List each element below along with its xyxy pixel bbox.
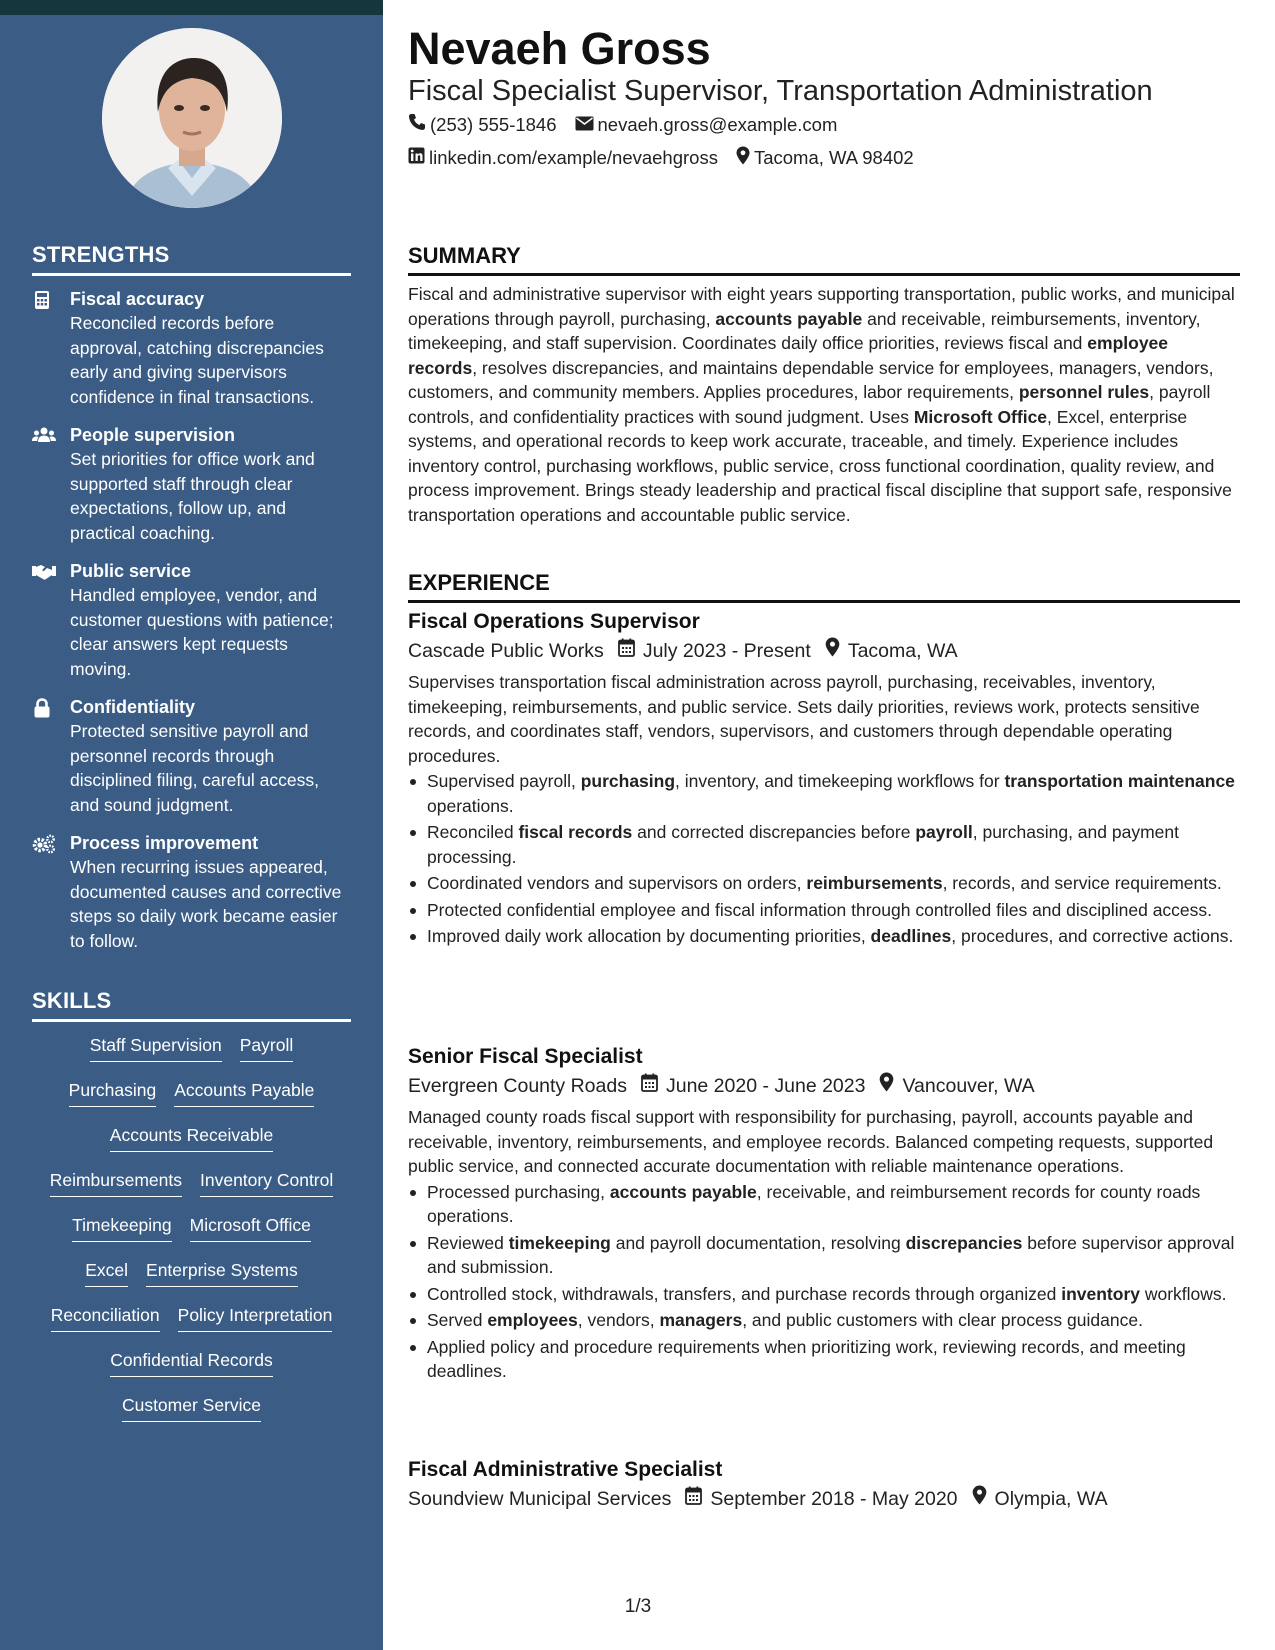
strength-description: Set priorities for office work and supported staff through clear expectations, follow up, and practical coaching.	[70, 449, 315, 543]
skill-row	[32, 1035, 351, 1080]
profile-photo	[102, 28, 282, 208]
skill-row	[32, 1350, 351, 1395]
skill-row	[32, 1080, 351, 1125]
job-bullet: Controlled stock, withdrawals, transfers, and purchase records through organized inventory workflows.	[408, 1282, 1240, 1307]
job-bullet: Improved daily work allocation by documenting priorities, deadlines, procedures, and corrective actions.	[408, 924, 1240, 949]
contact-row	[408, 146, 932, 170]
skill-tag: Confidential Records	[110, 1350, 272, 1377]
calendar-icon	[627, 1071, 666, 1101]
strength-item	[32, 423, 351, 545]
phone-number: (253) 555-1846	[430, 113, 557, 135]
linkedin-icon	[408, 147, 429, 169]
strengths-heading: STRENGTHS	[32, 242, 351, 276]
skill-tag: Enterprise Systems	[146, 1260, 298, 1287]
summary-text: Fiscal and administrative supervisor with eight years supporting transportation, public works, and municipal operations through payroll, purchasing, accounts payable and receivable, reimbursements, inventory, timekeeping, and staff supervision. Coordinates daily office priorities, reviews fiscal and employee records, resolves discrepancies, and maintains dependable service for employees, managers, vendors, customers, and community members. Applies procedures, labor requirements, personnel rules, payroll controls, and confidentiality practices with sound judgment. Uses Microsoft Office, Excel, enterprise systems, and operational records to keep work accurate, traceable, and timely. Experience includes inventory control, purchasing workflows, public service, cross functional coordination, quality review, and process improvement. Brings steady leadership and practical fiscal discipline that support safe, responsive transportation operations and accountable public service.	[408, 284, 1235, 525]
map-pin-icon	[865, 1071, 902, 1101]
envelope-icon	[575, 114, 598, 136]
job-meta	[408, 1484, 1240, 1514]
skill-tag: Payroll	[240, 1035, 294, 1062]
contact-email	[575, 114, 838, 136]
contact-row	[408, 113, 855, 136]
strength-title: Public service	[70, 561, 192, 581]
job-entry	[408, 1043, 1240, 1386]
job-bullet: Supervised payroll, purchasing, inventory, and timekeeping workflows for transportation maintenance operations.	[408, 769, 1240, 818]
skill-row	[32, 1260, 351, 1305]
job-dates: June 2020 - June 2023	[665, 1075, 866, 1097]
job-bullet: Coordinated vendors and supervisors on orders, reimbursements, records, and service requirements.	[408, 871, 1240, 896]
job-entry	[408, 1456, 1240, 1518]
candidate-name: Nevaeh Gross	[408, 23, 711, 74]
skill-tag: Microsoft Office	[190, 1215, 311, 1242]
job-entry	[408, 608, 1240, 951]
strength-description: When recurring issues appeared, documented causes and corrective steps so daily work became easier to follow.	[70, 857, 342, 951]
strengths-list	[32, 287, 351, 967]
job-dates: September 2018 - May 2020	[710, 1488, 958, 1510]
job-location: Tacoma, WA	[847, 640, 958, 662]
skill-tag: Accounts Receivable	[110, 1125, 273, 1152]
skill-tag: Accounts Payable	[174, 1080, 314, 1107]
map-pin-icon	[811, 636, 848, 666]
email-address: nevaeh.gross@example.com	[597, 113, 838, 135]
strength-description: Handled employee, vendor, and customer questions with patience; clear answers kept requests moving.	[70, 585, 334, 679]
strength-title: Fiscal accuracy	[70, 289, 205, 309]
strength-item	[32, 287, 351, 409]
calendar-icon	[604, 636, 643, 666]
skill-tag: Excel	[85, 1260, 128, 1287]
skills-list	[32, 1035, 351, 1440]
job-location: Vancouver, WA	[902, 1075, 1035, 1097]
map-pin-icon	[736, 146, 754, 170]
job-meta	[408, 636, 1240, 666]
contact-location	[736, 146, 914, 170]
company-name: Cascade Public Works	[408, 640, 604, 662]
job-bullets	[408, 1180, 1240, 1384]
skill-tag: Inventory Control	[200, 1170, 333, 1197]
strength-description: Protected sensitive payroll and personnel records through disciplined filing, careful access, and sound judgment.	[70, 721, 320, 815]
skills-heading: SKILLS	[32, 988, 351, 1022]
skill-tag: Timekeeping	[72, 1215, 172, 1242]
strength-title: Process improvement	[70, 833, 259, 853]
strength-item	[32, 559, 351, 681]
strength-title: People supervision	[70, 425, 236, 445]
job-bullet: Reviewed timekeeping and payroll documentation, resolving discrepancies before supervisor approval and submission.	[408, 1231, 1240, 1280]
job-bullet: Applied policy and procedure requirements when prioritizing work, reviewing records, and meeting deadlines.	[408, 1335, 1240, 1384]
linkedin-url[interactable]: linkedin.com/example/nevaehgross	[429, 147, 718, 168]
company-name: Evergreen County Roads	[408, 1075, 627, 1097]
skill-tag: Purchasing	[69, 1080, 157, 1107]
skill-row	[32, 1305, 351, 1350]
job-description: Managed county roads fiscal support with responsibility for purchasing, payroll, accounts payable and receivable, inventory, reimbursements, and employee records. Balanced competing requests, supported public service, and connected accurate documentation with reliable maintenance operations.	[408, 1107, 1214, 1176]
job-title: Senior Fiscal Specialist	[408, 1045, 643, 1068]
job-title: Fiscal Operations Supervisor	[408, 610, 700, 633]
strength-item	[32, 831, 351, 953]
skill-tag: Reconciliation	[51, 1305, 160, 1332]
page-number: 1/3	[624, 1596, 652, 1617]
skill-row	[32, 1125, 351, 1170]
phone-icon	[408, 113, 430, 136]
location-text: Tacoma, WA 98402	[753, 147, 914, 168]
handshake-icon	[32, 562, 56, 582]
skill-row	[32, 1395, 351, 1440]
contact-phone	[408, 113, 557, 136]
sidebar-top-bar	[0, 0, 383, 15]
experience-heading: EXPERIENCE	[408, 570, 1240, 603]
skill-row	[32, 1215, 351, 1260]
skill-tag: Reimbursements	[50, 1170, 182, 1197]
strength-description: Reconciled records before approval, catching discrepancies early and giving supervisors confidence in final transactions.	[70, 313, 324, 407]
job-bullets	[408, 769, 1240, 949]
candidate-title: Fiscal Specialist Supervisor, Transportation Administration	[408, 75, 1153, 107]
summary-heading: SUMMARY	[408, 243, 1240, 276]
job-meta	[408, 1071, 1240, 1101]
skill-tag: Customer Service	[122, 1395, 261, 1422]
contact-linkedin	[408, 147, 718, 169]
job-bullet: Served employees, vendors, managers, and public customers with clear process guidance.	[408, 1308, 1240, 1333]
job-dates: July 2023 - Present	[642, 640, 811, 662]
job-bullet: Processed purchasing, accounts payable, receivable, and reimbursement records for county roads operations.	[408, 1180, 1240, 1229]
job-bullet: Protected confidential employee and fiscal information through controlled files and disciplined access.	[408, 898, 1240, 923]
strength-title: Confidentiality	[70, 697, 195, 717]
company-name: Soundview Municipal Services	[408, 1488, 672, 1510]
job-location: Olympia, WA	[994, 1488, 1108, 1510]
calculator-icon	[32, 290, 56, 310]
calendar-icon	[671, 1484, 710, 1514]
map-pin-icon	[958, 1484, 995, 1514]
job-title: Fiscal Administrative Specialist	[408, 1458, 723, 1481]
skill-tag: Policy Interpretation	[178, 1305, 333, 1332]
skill-row	[32, 1170, 351, 1215]
people-icon	[32, 426, 56, 446]
lock-icon	[32, 698, 56, 718]
job-description: Supervises transportation fiscal administration across payroll, purchasing, receivables, inventory, timekeeping, reimbursements, and public service. Sets daily priorities, reviews work, protects sensitive records, and coordinates staff, vendors, supervisors, and customers through dependable operating procedures.	[408, 672, 1200, 766]
gears-icon	[32, 834, 56, 854]
strength-item	[32, 695, 351, 817]
skill-tag: Staff Supervision	[90, 1035, 222, 1062]
sidebar	[0, 0, 383, 1650]
job-bullet: Reconciled fiscal records and corrected discrepancies before payroll, purchasing, and payment processing.	[408, 820, 1240, 869]
